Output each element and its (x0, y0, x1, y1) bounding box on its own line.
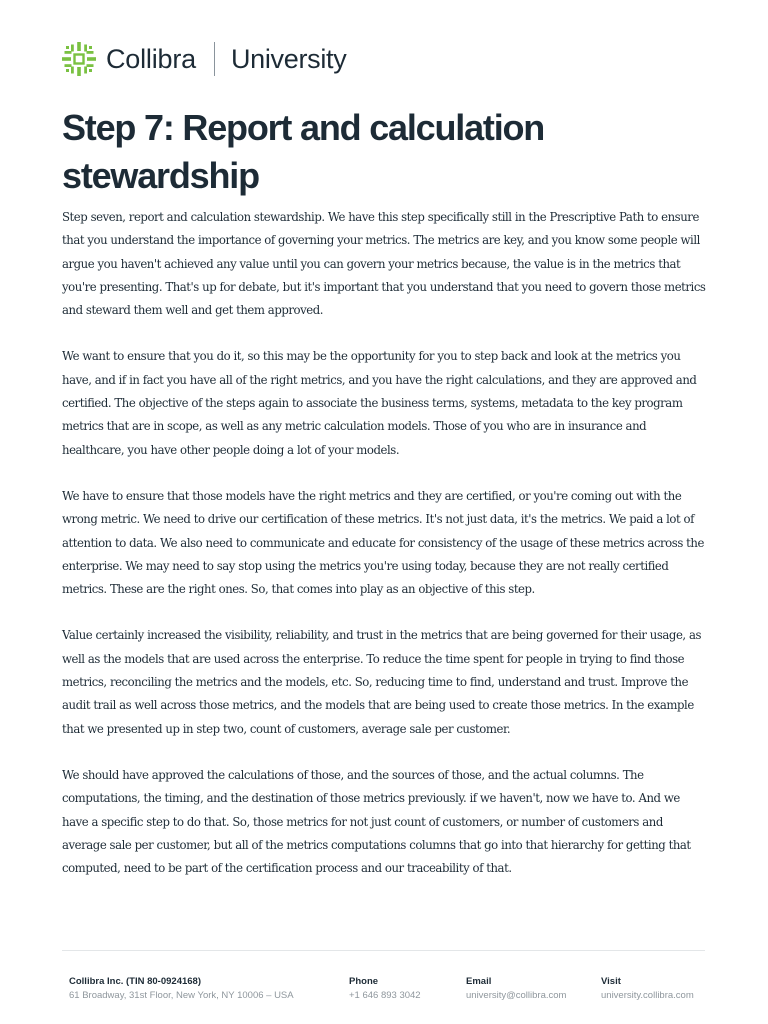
footer-email (466, 975, 566, 1003)
paragraph: Value certainly increased the visibility, reliability, and trust in the metrics that are being governed for their usage, as well as the models that are used across the enterprise. To reduce the time spent for people in trying to find those metrics, reconciling the metrics and the models, etc. So, reducing time to find, understand and trust. Improve the audit trail as well across those metrics, and the models that are being used to create those metrics. In the example that we presented up in step two, count of customers, average sale per customer. (62, 628, 702, 736)
footer-phone (349, 975, 421, 1003)
footer-phone-heading: Phone (349, 976, 379, 987)
brand-name: Collibra (106, 43, 196, 74)
paragraph: Step seven, report and calculation stewardship. We have this step specifically still in the Prescriptive Path to ensure that you understand the importance of governing your metrics. The metrics are key, and you know some people will argue you haven't achieved any value until you can govern your metrics because, the value is in the metrics that you're presenting. That's up for debate, but it's important that you understand that you need to govern those metrics and steward them well and get them approved. (62, 210, 706, 318)
footer-phone-number: +1 646 893 3042 (349, 990, 421, 1001)
footer-company-heading: Collibra Inc. (TIN 80-0924168) (69, 976, 201, 987)
footer-visit-heading: Visit (601, 976, 621, 987)
footer-email-link[interactable]: university@collibra.com (466, 990, 567, 1001)
paragraph: We want to ensure that you do it, so this may be the opportunity for you to step back and look at the metrics you have, and if in fact you have all of the right metrics, and you have the right calculations, and they are approved and certified. The objective of the steps again to associate the business terms, systems, metadata to the key program metrics that are in scope, as well as any metric calculation models. Those of you who are in insurance and healthcare, you have other people doing a lot of your models. (62, 349, 697, 457)
footer-company (69, 975, 294, 1003)
collibra-logo-icon (62, 42, 96, 76)
footer-website-link[interactable]: university.collibra.com (601, 990, 694, 1001)
paragraph: We should have approved the calculations of those, and the sources of those, and the actual columns. The computations, the timing, and the destination of those metrics previously. if we haven't, now we have to. And we have a specific step to do that. So, those metrics for not just count of customers, or number of customers and average sale per customer, but all of the metrics computations columns that go into that hierarchy for getting that computed, need to be part of the certification process and our traceability of that. (62, 767, 691, 876)
header (62, 40, 346, 78)
footer-divider (62, 950, 705, 951)
footer-visit (601, 975, 694, 1003)
footer (0, 975, 768, 1005)
header-divider (214, 42, 215, 76)
footer-email-heading: Email (466, 976, 492, 987)
paragraph: We have to ensure that those models have the right metrics and they are certified, or you're coming out with the wrong metric. We need to drive our certification of these metrics. It's not just data, it's the metrics. We paid a lot of attention to data. We also need to communicate and educate for consistency of the usage of these metrics across the enterprise. We may need to say stop using the metrics you're using today, because they are not really certified metrics. These are the right ones. So, that comes into play as an objective of this step. (62, 488, 704, 597)
page-title: Step 7: Report and calculation stewardship (62, 107, 545, 196)
product-name: University (230, 43, 347, 74)
footer-address: 61 Broadway, 31st Floor, New York, NY 10006 – USA (69, 990, 294, 1001)
body-text (62, 206, 707, 903)
